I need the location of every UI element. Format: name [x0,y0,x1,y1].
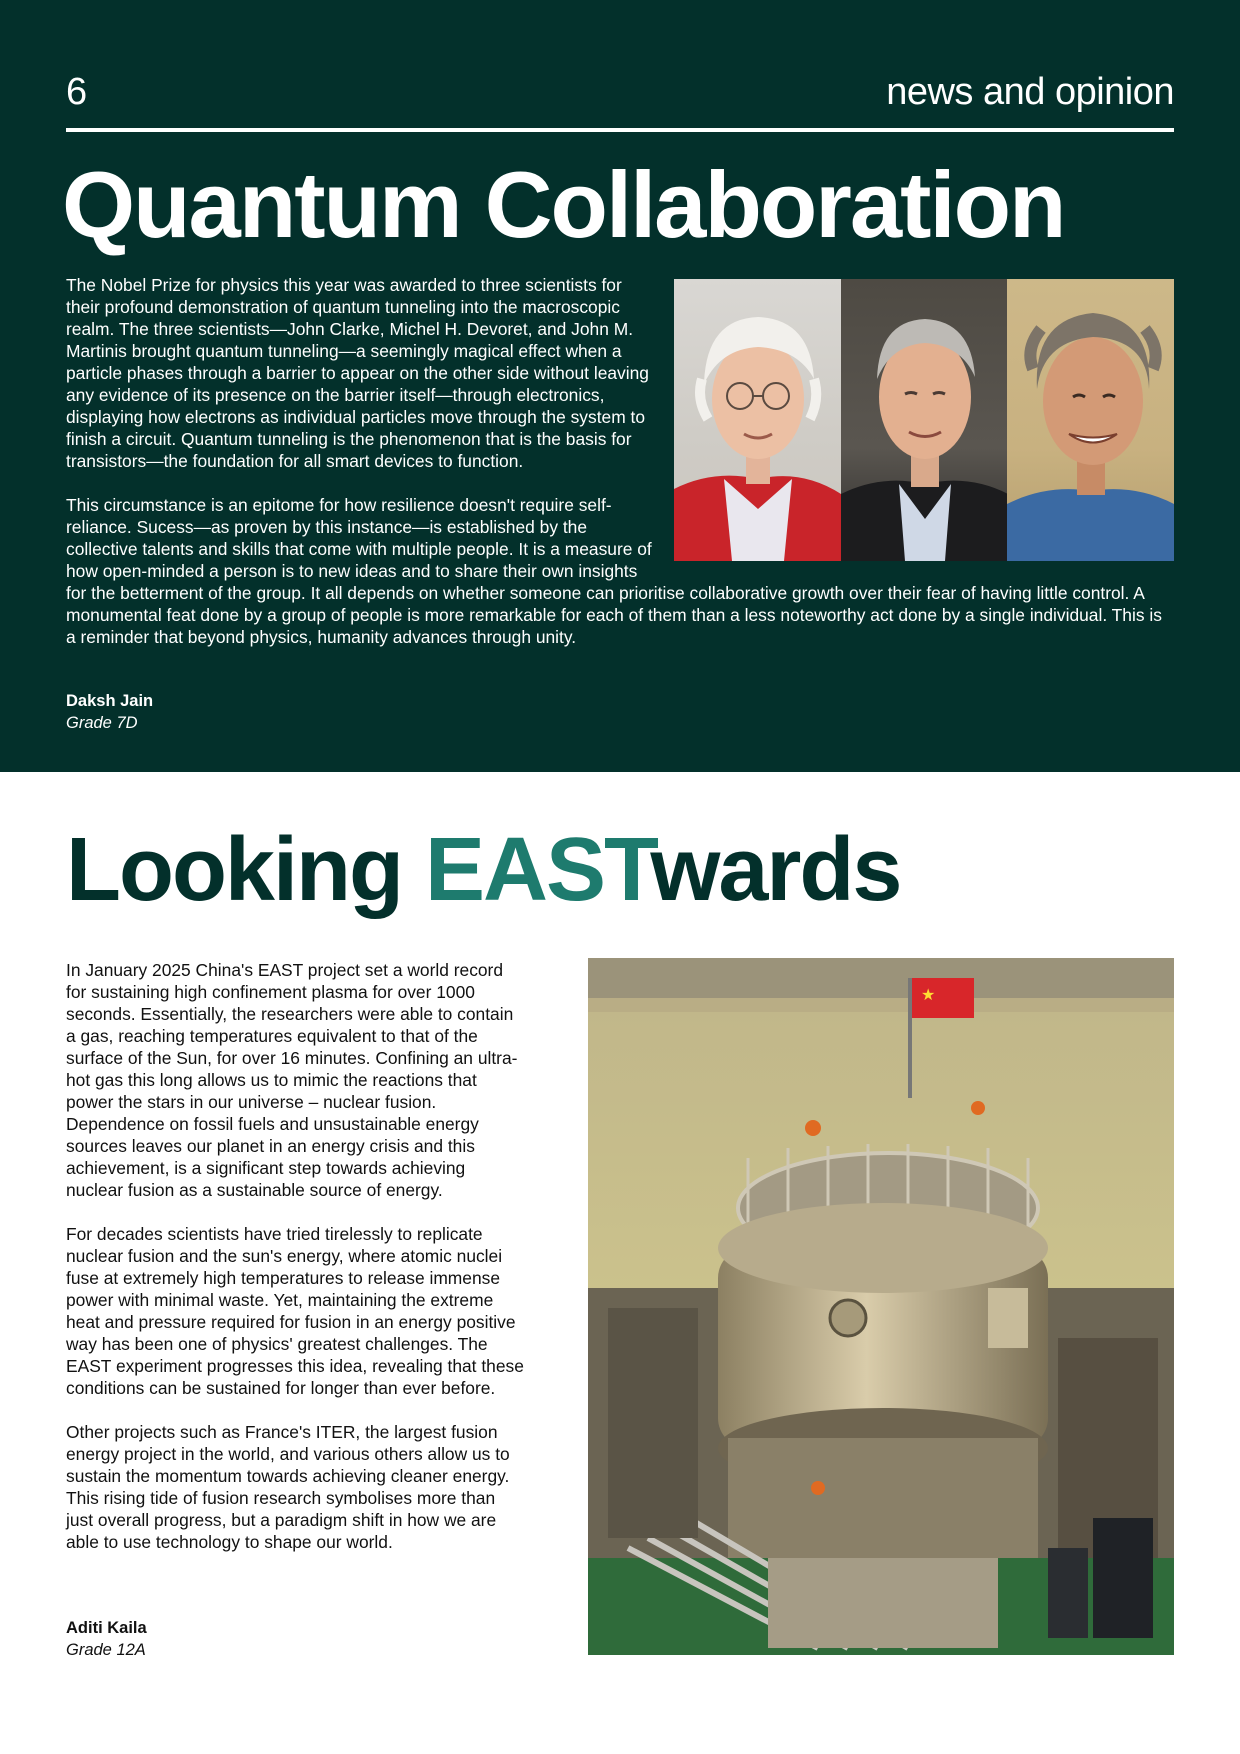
author-grade: Grade 12A [66,1641,146,1659]
author-byline [66,1617,147,1661]
article-title-quantum: Quantum Collaboration [62,152,1065,257]
author-grade: Grade 7D [66,714,138,732]
article-body-east [66,959,524,1575]
top-section [0,0,1240,772]
author-byline [66,690,153,734]
svg-text:★: ★ [921,985,936,1004]
title-accent-east: EAST [424,820,651,920]
title-part: wards [650,820,901,920]
paragraph: Other projects such as France's ITER, the largest fusion energy project in the world, and various others allow us to sustain the momentum towards achieving cleaner energy. This rising tide of fusion research symbolises more than just overall progress, but a paradigm shift in how we are able to use technology to shape our world. [66,1422,510,1552]
page-number: 6 [66,71,88,113]
paragraph: For decades scientists have tried tirelessly to replicate nuclear fusion and the sun's energy, where atomic nuclei fuse at extremely high temperatures to release immense power with minimal waste. Yet, maintaining the extreme heat and pressure required for fusion in an energy positive way has been one of physics' greatest challenges. The EAST experiment progresses this idea, revealing that these conditions can be sustained for longer than ever before. [66,1224,524,1398]
author-name: Aditi Kaila [66,1619,147,1637]
header-divider [66,128,1174,132]
article-title-east [66,820,900,920]
photo-float-spacer [656,274,1176,566]
article-body-quantum [66,274,1176,670]
section-label: news and opinion [886,71,1174,113]
author-name: Daksh Jain [66,692,154,710]
paragraph: The Nobel Prize for physics this year was awarded to three scientists for their profound demonstration of quantum tunneling into the macroscopic realm. The three scientists—John Clarke, Michel H. Devoret, and John M. Martinis brought quantum tunneling—a seemingly magical effect when a particle phases through a barrier to appear on the other side without leaving any evidence of its presence on the barrier itself—through electronics, displaying how electrons as individual particles move through the system to finish a circuit. Quantum tunneling is the phenomenon that is the basis for transistors—the foundation for all smart devices to function. [66,275,649,471]
title-part: Looking [66,820,425,920]
east-reactor-photo [588,958,1174,1655]
paragraph: This circumstance is an epitome for how resilience doesn't require self-reliance. Sucess—as proven by this instance—is established by the collective talents and skills that come with multiple people. It is a measure of how open-minded a person is to new ideas and to share their own insights for the betterment of the group. It all depends on whether someone can prioritise collaborative growth over their fear of having little control. A monumental feat done by a group of people is more remarkable for each of them than a less noteworthy act done by a single individual. This is a reminder that beyond physics, humanity advances through unity. [66,495,1162,647]
paragraph: In January 2025 China's EAST project set a world record for sustaining high confinement plasma for over 1000 seconds. Essentially, the researchers were able to contain a gas, reaching temperatures equivalent to that of the surface of the Sun, for over 16 minutes. Confining an ultra-hot gas this long allows us to mimic the reactions that power the stars in our universe – nuclear fusion. Dependence on fossil fuels and unsustainable energy sources leaves our planet in an energy crisis and this achievement, is a significant step towards achieving nuclear fusion as a sustainable source of energy. [66,960,518,1200]
